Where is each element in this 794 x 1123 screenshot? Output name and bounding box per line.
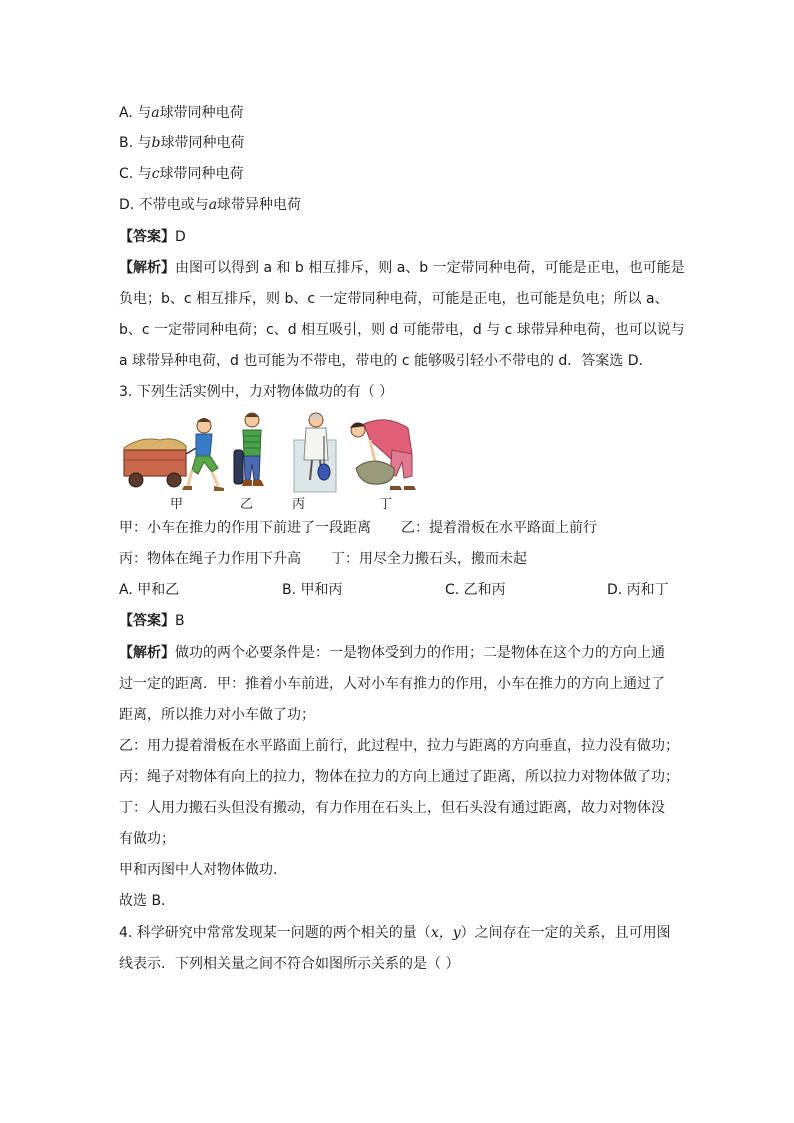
q3-desc-line-1 — [119, 518, 597, 538]
answer-tag: 【答案】 — [119, 613, 175, 629]
desc-bing: 丙：物体在绳子力作用下升高 — [119, 551, 301, 567]
analysis-tag: 【解析】 — [119, 260, 175, 276]
stem-text: ）之间存在一定的关系，且可用图 — [460, 925, 671, 941]
variable: c — [151, 166, 160, 182]
q3-option-c: C. 乙和丙 — [445, 582, 506, 598]
q3-option-a: A. 甲和乙 — [119, 582, 180, 598]
q3-analysis-line-1 — [119, 643, 665, 663]
desc-ding: 丁：用尽全力搬石头，搬而未起 — [331, 551, 527, 567]
q2-analysis-line-4: a 球带异种电荷，d 也可能为不带电，带电的 c 能够吸引轻小不带电的 d．答案选 D． — [119, 353, 653, 369]
caption-yi: 乙 — [240, 497, 254, 512]
option-label: A. 与 — [119, 105, 152, 121]
q3-desc-line-2 — [119, 549, 527, 569]
option-text: 球带异种电荷 — [217, 197, 302, 213]
answer-value: B — [175, 613, 185, 629]
q3-analysis-line-7: 有做功； — [119, 831, 175, 847]
q4-stem-line-1 — [119, 923, 671, 943]
q2-answer — [119, 227, 186, 247]
answer-value: D — [175, 229, 186, 245]
q2-option-a — [119, 103, 244, 123]
caption-jia: 甲 — [170, 497, 184, 512]
option-label: B. 与 — [119, 135, 152, 151]
variables: x，y — [430, 925, 461, 941]
option-text: 球带同种电荷 — [159, 166, 244, 182]
q3-option-b: B. 甲和丙 — [282, 582, 343, 598]
caption-ding: 丁 — [379, 497, 393, 512]
q2-analysis-line-2: 负电；b、c 相互排斥，则 b、c 一定带同种电荷，可能是正电，也可能是负电；所以 a、 — [119, 291, 669, 307]
q3-analysis-line-4: 乙：用力提着滑板在水平路面上前行，此过程中，拉力与距离的方向垂直，拉力没有做功； — [119, 738, 679, 754]
q3-option-d: D. 丙和丁 — [607, 582, 669, 598]
desc-jia: 甲：小车在推力的作用下前进了一段距离 — [119, 520, 371, 536]
q2-analysis-line-3: b、c 一定带同种电荷；c、d 相互吸引，则 d 可能带电，d 与 c 球带异种电荷，也可以说与 — [119, 322, 685, 338]
desc-yi: 乙：提着滑板在水平路面上前行 — [401, 520, 597, 536]
option-label: D. 不带电或与 — [119, 197, 209, 213]
q4-stem-line-2: 线表示．下列相关量之间不符合如图所示关系的是（ ） — [119, 956, 460, 972]
q2-analysis-line-1 — [119, 258, 685, 278]
q3-analysis-line-5: 丙：绳子对物体有向上的拉力，物体在拉力的方向上通过了距离，所以拉力对物体做了功； — [119, 769, 679, 785]
figure-yi-skateboard — [232, 410, 272, 496]
option-text: 球带同种电荷 — [160, 135, 245, 151]
variable: a — [208, 197, 218, 213]
option-label: C. 与 — [119, 166, 152, 182]
q3-analysis-line-2: 过一定的距离．甲：推着小车前进，人对小车有推力的作用，小车在推力的方向上通过了 — [119, 676, 665, 692]
analysis-text: 做功的两个必要条件是：一是物体受到力的作用；二是物体在这个力的方向上通 — [175, 645, 665, 661]
variable: a — [151, 105, 160, 121]
q3-analysis-line-8: 甲和丙图中人对物体做功． — [119, 862, 287, 878]
figure-ding-lift-stone — [346, 410, 422, 494]
answer-tag: 【答案】 — [119, 229, 175, 245]
figure-bing-rope-lift — [290, 410, 340, 494]
q3-analysis-line-6: 丁：人用力搬石头但没有搬动，有力作用在石头上，但石头没有通过距离，故力对物体没 — [119, 800, 665, 816]
q3-answer — [119, 611, 185, 631]
q3-analysis-line-3: 距离，所以推力对小车做了功； — [119, 707, 315, 723]
option-text: 球带同种电荷 — [159, 105, 244, 121]
figure-jia-push-cart — [120, 410, 232, 492]
q3-stem: 3. 下列生活实例中，力对物体做功的有（ ） — [119, 384, 394, 400]
analysis-tag: 【解析】 — [119, 645, 175, 661]
q2-option-b — [119, 133, 244, 153]
q2-option-d — [119, 195, 301, 215]
q3-analysis-line-9: 故选 B． — [119, 893, 176, 909]
analysis-text: 由图可以得到 a 和 b 相互排斥，则 a、b 一定带同种电荷，可能是正电，也可能是 — [175, 260, 685, 276]
q2-option-c — [119, 164, 244, 184]
variable: b — [151, 135, 161, 151]
caption-bing: 丙 — [292, 497, 306, 512]
stem-text: 4. 科学研究中常常发现某一问题的两个相关的量（ — [119, 925, 431, 941]
